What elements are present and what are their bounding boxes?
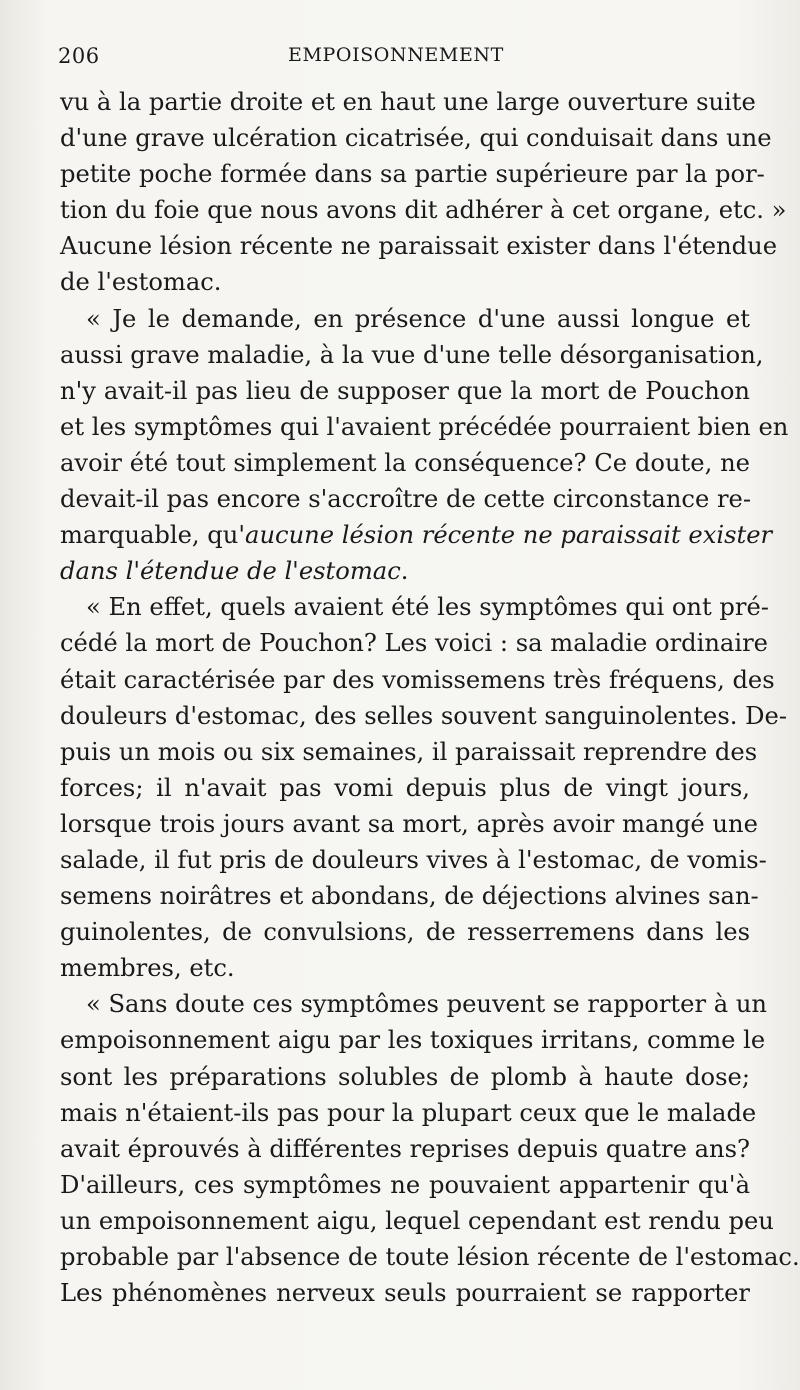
text-line: « Je le demande, en présence d'une aussi longue et (86, 304, 750, 333)
text-line: était caractérisée par des vomissemens très fréquens, des (60, 665, 775, 694)
line-italic: aucune lésion récente ne paraissait exister (245, 521, 773, 550)
text-line: petite poche formée dans sa partie supérieure par la por- (60, 160, 765, 189)
text-line: guinolentes, de convulsions, de resserremens dans les (60, 918, 750, 947)
body-text (60, 84, 800, 1311)
page-header (58, 44, 748, 76)
text-line: semens noirâtres et abondans, de déjections alvines san- (60, 882, 759, 911)
text-line: « Sans doute ces symptômes peuvent se rapporter à un (86, 990, 767, 1019)
text-line: Les phénomènes nerveux seuls pourraient se rapporter (60, 1279, 750, 1308)
text-line (60, 553, 750, 589)
running-head: EMPOISONNEMENT (288, 44, 504, 66)
page-number: 206 (58, 44, 100, 68)
text-line: devait-il pas encore s'accroître de cette circonstance re- (60, 485, 752, 514)
text-line: douleurs d'estomac, des selles souvent sanguinolentes. De- (60, 701, 788, 730)
text-line: lorsque trois jours avant sa mort, après avoir mangé une (60, 809, 758, 838)
text-line: et les symptômes qui l'avaient précédée pourraient bien en (60, 412, 789, 441)
text-line: puis un mois ou six semaines, il paraissait reprendre des (60, 737, 758, 766)
text-line: de l'estomac. (60, 268, 222, 297)
text-line: forces; il n'avait pas vomi depuis plus de vingt jours, (60, 773, 750, 802)
text-line: sont les préparations solubles de plomb à haute dose; (60, 1062, 750, 1091)
text-line: « En effet, quels avaient été les symptômes qui ont pré- (86, 593, 769, 622)
text-line: aussi grave maladie, à la vue d'une telle désorganisation, (60, 340, 764, 369)
text-line: D'ailleurs, ces symptômes ne pouvaient appartenir qu'à (60, 1170, 750, 1199)
text-line: avoir été tout simplement la conséquence? Ce doute, ne (60, 448, 750, 477)
text-line: probable par l'absence de toute lésion récente de l'estomac. (60, 1243, 800, 1271)
text-line (60, 517, 773, 553)
line-roman: . (400, 557, 409, 586)
text-line: membres, etc. (60, 954, 235, 983)
text-line: tion du foie que nous avons dit adhérer à cet organe, etc. » (60, 196, 787, 225)
text-line: Aucune lésion récente ne paraissait exister dans l'étendue (60, 232, 778, 261)
text-line: empoisonnement aigu par les toxiques irritans, comme le (60, 1026, 766, 1055)
text-line: mais n'étaient-ils pas pour la plupart ceux que le malade (60, 1098, 757, 1127)
text-line: salade, il fut pris de douleurs vives à l'estomac, de vomis- (60, 845, 767, 874)
line-roman: marquable, qu' (60, 521, 246, 550)
text-line: vu à la partie droite et en haut une large ouverture suite (60, 88, 756, 116)
text-line: d'une grave ulcération cicatrisée, qui conduisait dans une (60, 124, 772, 153)
text-line: cédé la mort de Pouchon? Les voici : sa maladie ordinaire (60, 629, 768, 658)
line-italic: dans l'étendue de l'estomac (60, 557, 401, 586)
text-line: un empoisonnement aigu, lequel cependant est rendu peu (60, 1206, 774, 1235)
text-line: n'y avait-il pas lieu de supposer que la mort de Pouchon (60, 376, 750, 405)
text-line: avait éprouvés à différentes reprises depuis quatre ans? (60, 1134, 750, 1163)
